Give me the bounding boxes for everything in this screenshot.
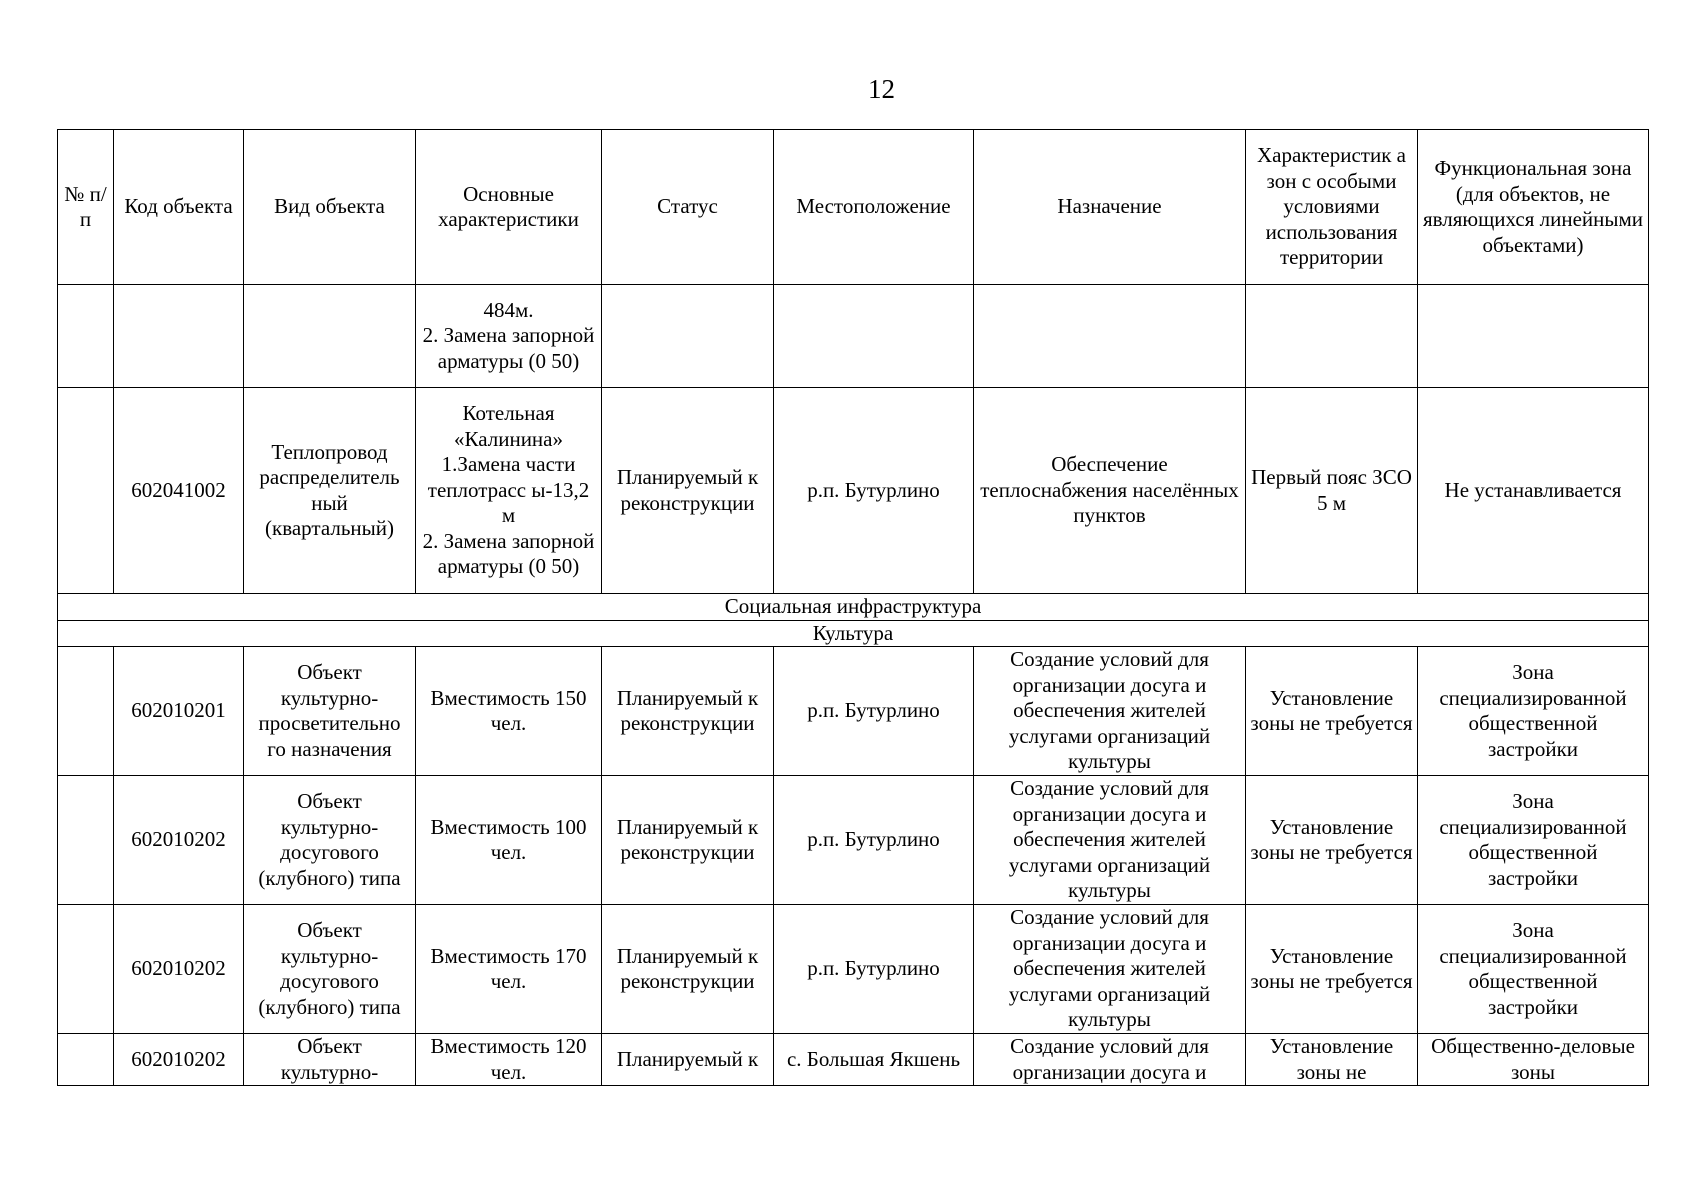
cell-zone-characteristics	[1246, 285, 1418, 388]
table-row	[58, 647, 1649, 776]
col-header-purpose: Назначение	[974, 130, 1246, 285]
cell-location	[774, 285, 974, 388]
cell-num	[58, 647, 114, 776]
table-row	[58, 285, 1649, 388]
cell-zone-characteristics: Установление зоны не требуется	[1246, 647, 1418, 776]
cell-zone-characteristics: Установление зоны не требуется	[1246, 905, 1418, 1034]
cell-num	[58, 388, 114, 594]
cell-code: 602041002	[114, 388, 244, 594]
section-row	[58, 594, 1649, 621]
subsection-title: Культура	[58, 620, 1649, 647]
cell-location: р.п. Бутурлино	[774, 647, 974, 776]
cell-functional-zone: Общественно-деловые зоны	[1418, 1034, 1649, 1086]
cell-zone-characteristics: Первый пояс ЗСО 5 м	[1246, 388, 1418, 594]
cell-type: Объект культурно-	[244, 1034, 416, 1086]
table-row	[58, 388, 1649, 594]
cell-code: 602010202	[114, 1034, 244, 1086]
cell-code: 602010202	[114, 776, 244, 905]
cell-functional-zone: Не устанавливается	[1418, 388, 1649, 594]
col-header-zone-characteristics: Характеристик а зон с особыми условиями использования территории	[1246, 130, 1418, 285]
cell-purpose: Обеспечение теплоснабжения населённых пунктов	[974, 388, 1246, 594]
cell-functional-zone: Зона специализированной общественной застройки	[1418, 905, 1649, 1034]
cell-type: Объект культурно-досугового (клубного) типа	[244, 776, 416, 905]
col-header-status: Статус	[602, 130, 774, 285]
cell-status: Планируемый к	[602, 1034, 774, 1086]
cell-num	[58, 1034, 114, 1086]
cell-status	[602, 285, 774, 388]
cell-functional-zone: Зона специализированной общественной застройки	[1418, 776, 1649, 905]
cell-status: Планируемый к реконструкции	[602, 388, 774, 594]
cell-num	[58, 776, 114, 905]
cell-purpose: Создание условий для организации досуга и обеспечения жителей услугами организаций культуры	[974, 776, 1246, 905]
cell-characteristics: Вместимость 170 чел.	[416, 905, 602, 1034]
cell-status: Планируемый к реконструкции	[602, 647, 774, 776]
col-header-characteristics: Основные характеристики	[416, 130, 602, 285]
subsection-row	[58, 620, 1649, 647]
table-row	[58, 905, 1649, 1034]
cell-purpose	[974, 285, 1246, 388]
cell-characteristics: Вместимость 100 чел.	[416, 776, 602, 905]
cell-num	[58, 285, 114, 388]
cell-characteristics: 484м. 2. Замена запорной арматуры (0 50)	[416, 285, 602, 388]
col-header-location: Местоположение	[774, 130, 974, 285]
cell-zone-characteristics: Установление зоны не требуется	[1246, 776, 1418, 905]
table-header-row	[58, 130, 1649, 285]
cell-type	[244, 285, 416, 388]
cell-purpose: Создание условий для организации досуга и обеспечения жителей услугами организаций культуры	[974, 905, 1246, 1034]
cell-status: Планируемый к реконструкции	[602, 776, 774, 905]
cell-characteristics: Вместимость 120 чел.	[416, 1034, 602, 1086]
cell-code: 602010202	[114, 905, 244, 1034]
cell-purpose: Создание условий для организации досуга и	[974, 1034, 1246, 1086]
objects-table	[57, 129, 1649, 1086]
cell-location: р.п. Бутурлино	[774, 905, 974, 1034]
cell-code: 602010201	[114, 647, 244, 776]
cell-num	[58, 905, 114, 1034]
cell-zone-characteristics: Установление зоны не	[1246, 1034, 1418, 1086]
col-header-code: Код объекта	[114, 130, 244, 285]
col-header-num: № п/п	[58, 130, 114, 285]
col-header-functional-zone: Функциональная зона (для объектов, не являющихся линейными объектами)	[1418, 130, 1649, 285]
cell-functional-zone: Зона специализированной общественной застройки	[1418, 647, 1649, 776]
page-number: 12	[868, 74, 895, 104]
cell-type: Объект культурно-досугового (клубного) типа	[244, 905, 416, 1034]
cell-purpose: Создание условий для организации досуга и обеспечения жителей услугами организаций культуры	[974, 647, 1246, 776]
cell-characteristics: Котельная «Калинина» 1.Замена части теплотрасс ы-13,2 м 2. Замена запорной арматуры (0 50)	[416, 388, 602, 594]
cell-location: с. Большая Якшень	[774, 1034, 974, 1086]
table-row	[58, 1034, 1649, 1086]
cell-characteristics: Вместимость 150 чел.	[416, 647, 602, 776]
cell-type: Теплопровод распределитель ный (квартальный)	[244, 388, 416, 594]
cell-functional-zone	[1418, 285, 1649, 388]
table-row	[58, 776, 1649, 905]
cell-status: Планируемый к реконструкции	[602, 905, 774, 1034]
col-header-type: Вид объекта	[244, 130, 416, 285]
cell-location: р.п. Бутурлино	[774, 388, 974, 594]
section-title: Социальная инфраструктура	[58, 594, 1649, 621]
cell-code	[114, 285, 244, 388]
cell-type: Объект культурно-просветительно го назначения	[244, 647, 416, 776]
cell-location: р.п. Бутурлино	[774, 776, 974, 905]
